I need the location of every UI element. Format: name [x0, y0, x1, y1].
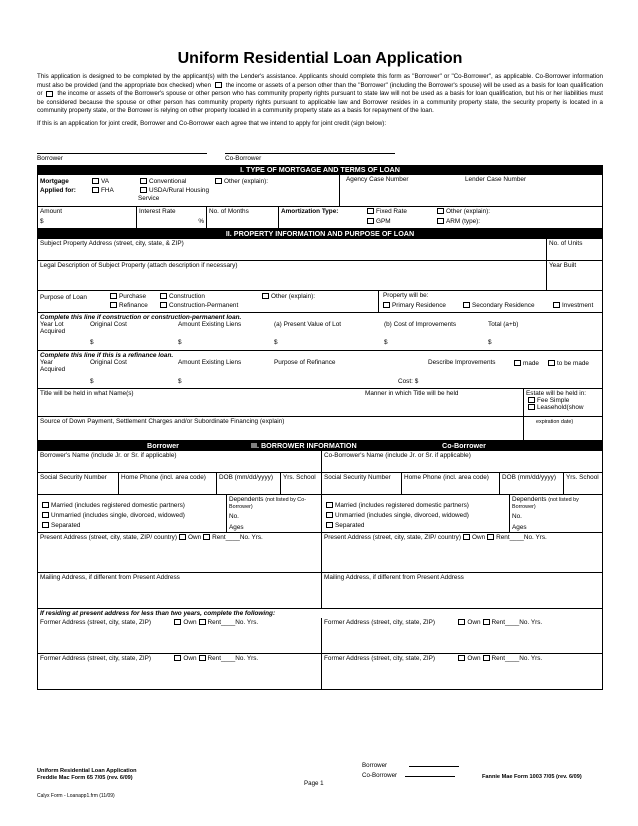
c-mailing-cell[interactable]: Mailing Address, if different from Present Address: [321, 573, 604, 608]
section-1-header: I. TYPE OF MORTGAGE AND TERMS OF LOAN: [37, 165, 603, 175]
fha-option[interactable]: FHA: [90, 187, 114, 194]
b-dependents-cell[interactable]: Dependents (not listed by Co-Borrower) No. Ages: [226, 495, 321, 532]
purchase-option[interactable]: Purchase: [108, 293, 146, 300]
subject-address-row: [38, 239, 602, 261]
construction-option[interactable]: Construction: [158, 293, 205, 300]
footer-form-title: Uniform Residential Loan Application: [37, 768, 137, 774]
residing-line: If residing at present address for less than two years, complete the following:: [40, 609, 276, 617]
b-mailing-cell[interactable]: Mailing Address, if different from Present Address: [40, 573, 180, 581]
joint-signature-row: [37, 129, 603, 165]
form-title: Uniform Residential Loan Application: [177, 50, 463, 67]
loan-terms-row: [38, 207, 602, 229]
b-ssn-cell[interactable]: Social Security Number: [40, 473, 107, 481]
c-unmarried-option[interactable]: Unmarried (includes single, divorced, widowed): [324, 512, 507, 519]
source-down-cell[interactable]: Source of Down Payment, Settlement Charges and/or Subordinate Financing (explain): [40, 417, 285, 425]
loan-application-page: [37, 50, 603, 690]
section-3-header: Borrower III. BORROWER INFORMATION Co-Borrower: [37, 441, 603, 451]
refinance-row: Complete this line if this is a refinance loan. Year Acquired Original Cost $ Amount Existing Liens $ Purpose of Refinance Describe Improvements made to be made Cost: $: [38, 351, 602, 389]
leasehold-option[interactable]: Leasehold(show: [526, 404, 602, 411]
c-school-cell[interactable]: Yrs. School: [563, 473, 604, 494]
marital-row: [38, 495, 602, 533]
section-2-header: II. PROPERTY INFORMATION AND PURPOSE OF LOAN: [37, 229, 603, 239]
legal-desc-row: [38, 261, 602, 291]
c-ssn-cell[interactable]: Social Security Number: [321, 473, 401, 494]
footer-calyx: Calyx Form - Loanapp1.frm (11/09): [37, 793, 115, 799]
ids-row: [38, 473, 602, 495]
units-cell[interactable]: No. of Units: [546, 239, 604, 260]
refinance-option[interactable]: Refinance: [108, 302, 148, 309]
footer-fannie: Fannie Mae Form 1003 7/05 (rev. 6/09): [482, 774, 582, 780]
conventional-option[interactable]: Conventional: [138, 178, 186, 185]
c-former-address-1[interactable]: Former Address (street, city, state, ZIP) Own Rent____No. Yrs.: [321, 618, 604, 653]
fixed-rate-option[interactable]: Fixed Rate: [365, 208, 407, 215]
b-present-address-cell[interactable]: Present Address (street, city, state, ZIP/ country) Own Rent____No. Yrs.: [40, 533, 263, 541]
spouse-income-checkbox[interactable]: [46, 91, 53, 97]
c-dob-cell[interactable]: DOB (mm/dd/yyyy): [499, 473, 563, 494]
agency-case-cell[interactable]: Agency Case Number: [339, 175, 463, 206]
b-separated-option[interactable]: Separated: [40, 522, 224, 529]
estate-cell: Estate will be held in: Fee Simple Leasehold(show: [523, 389, 604, 416]
c-present-address-cell[interactable]: Present Address (street, city, state, ZIP/ country) Own Rent____No. Yrs.: [321, 533, 604, 572]
b-dob-cell[interactable]: DOB (mm/dd/yyyy): [216, 473, 280, 494]
months-cell[interactable]: No. of Months: [206, 207, 278, 228]
footer-page: Page 1: [304, 780, 324, 787]
intro-text: This application is designed to be completed by the applicant(s) with the Lender's assistance. Applicants should complete this form as "Borrower" or "Co-Borrower", as applicable. Co-Borrower information must also be provided (and the appropriate box checked) when the income or assets of a person other than the "Borrower" (including the Borrower's spouse) will be used as a basis for loan qualification or the income or assets of the Borrower's spouse or other person who has community property rights pursuant to state law will not be used as a basis for loan qualification, but his or her liabilities must be considered because the spouse or other person has community property rights pursuant to applicable law and Borrower resides in a community property state, the security property is located in a community property state, or the Borrower is relying on other property located in a community property state as a basis for repayment of the loan.: [37, 73, 603, 115]
va-option[interactable]: VA: [90, 178, 109, 185]
borrower-name-cell[interactable]: Borrower's Name (include Jr. or Sr. if applicable): [40, 451, 177, 459]
footer-freddie: Freddie Mac Form 65 7/05 (rev. 6/09): [37, 775, 133, 781]
subject-address-cell[interactable]: Subject Property Address (street, city, state, & ZIP): [40, 239, 184, 247]
former-address-row-1: [38, 618, 602, 654]
purpose-row: [38, 291, 602, 313]
b-former-address-2[interactable]: Former Address (street, city, state, ZIP) Own Rent____No. Yrs.: [40, 654, 259, 662]
b-phone-cell[interactable]: Home Phone (incl. area code): [118, 473, 216, 494]
purpose-label: Purpose of Loan: [40, 293, 87, 301]
borrower-signature-label: Borrower: [37, 154, 63, 162]
mailing-row: [38, 573, 602, 609]
names-row: [38, 451, 602, 473]
present-address-row: [38, 533, 602, 573]
b-unmarried-option[interactable]: Unmarried (includes single, divorced, widowed): [40, 512, 224, 519]
c-separated-option[interactable]: Separated: [324, 522, 507, 529]
footer-borrower-initial[interactable]: Borrower: [362, 762, 459, 769]
borrower-signature-line[interactable]: [37, 153, 207, 154]
fee-simple-option[interactable]: Fee Simple: [526, 397, 602, 404]
lender-case-cell[interactable]: Lender Case Number: [465, 175, 527, 183]
c-phone-cell[interactable]: Home Phone (incl. area code): [401, 473, 499, 494]
primary-residence-option[interactable]: Primary Residence: [381, 302, 446, 309]
investment-option[interactable]: Investment: [551, 302, 593, 309]
coborrower-signature-label: Co-Borrower: [225, 154, 262, 162]
c-dependents-cell[interactable]: Dependents (not listed by Borrower) No. Ages: [509, 495, 604, 532]
manner-cell[interactable]: Manner in which Title will be held: [365, 389, 459, 397]
source-down-row: Source of Down Payment, Settlement Charges and/or Subordinate Financing (explain) expiration date): [38, 417, 602, 441]
property-will-be-cell: Property will be: Primary Residence Secondary Residence Investment: [378, 291, 604, 312]
construction-perm-option[interactable]: Construction-Permanent: [158, 302, 238, 309]
mortgage-type-row: [38, 175, 602, 207]
b-married-option[interactable]: Married (includes registered domestic partners): [40, 502, 224, 509]
coborrower-name-cell[interactable]: Co-Borrower's Name (include Jr. or Sr. if applicable): [321, 451, 604, 472]
other-amort-option[interactable]: Other (explain):: [435, 208, 490, 215]
to-be-made-option[interactable]: to be made: [546, 360, 589, 367]
other-purpose-option[interactable]: Other (explain):: [260, 293, 315, 300]
made-option[interactable]: made: [512, 360, 539, 367]
amortization-cell: Amortization Type: Fixed Rate GPM Other (explain): ARM (type):: [278, 207, 604, 228]
coborrower-income-checkbox[interactable]: [215, 82, 222, 88]
title-names-cell[interactable]: Title will be held in what Name(s): [40, 389, 134, 397]
mortgage-applied-label: Mortgage Applied for:: [40, 177, 76, 194]
construction-row: Complete this line if construction or construction-permanent loan. Year Lot Acquired Original Cost $ Amount Existing Liens $ (a) Present Value of Lot $ (b) Cost of Improvements $ Total (a+b) $: [38, 313, 602, 351]
title-row: [38, 389, 602, 417]
arm-option[interactable]: ARM (type):: [435, 218, 480, 225]
c-married-option[interactable]: Married (includes registered domestic partners): [324, 502, 507, 509]
usda-option[interactable]: USDA/Rural Housing Service: [138, 186, 210, 202]
year-built-cell[interactable]: Year Built: [546, 261, 604, 290]
b-school-cell[interactable]: Yrs. School: [280, 473, 321, 494]
other-mortgage-option[interactable]: Other (explain):: [213, 178, 268, 185]
gpm-option[interactable]: GPM: [365, 218, 391, 225]
coborrower-signature-line[interactable]: [225, 153, 395, 154]
amount-cell[interactable]: Amount $: [40, 207, 63, 225]
legal-desc-cell[interactable]: Legal Description of Subject Property (attach description if necessary): [40, 261, 238, 269]
joint-credit-text: If this is an application for joint credit, Borrower and Co-Borrower each agree that we intend to apply for joint credit (sign below):: [37, 119, 387, 127]
b-former-address-1[interactable]: Former Address (street, city, state, ZIP) Own Rent____No. Yrs.: [40, 618, 259, 626]
c-former-address-2[interactable]: Former Address (street, city, state, ZIP) Own Rent____No. Yrs.: [321, 654, 604, 689]
former-address-row-2: [38, 654, 602, 690]
interest-rate-cell[interactable]: Interest Rate %: [136, 207, 206, 228]
secondary-residence-option[interactable]: Secondary Residence: [461, 302, 535, 309]
footer-coborrower-initial[interactable]: Co-Borrower: [362, 772, 455, 779]
